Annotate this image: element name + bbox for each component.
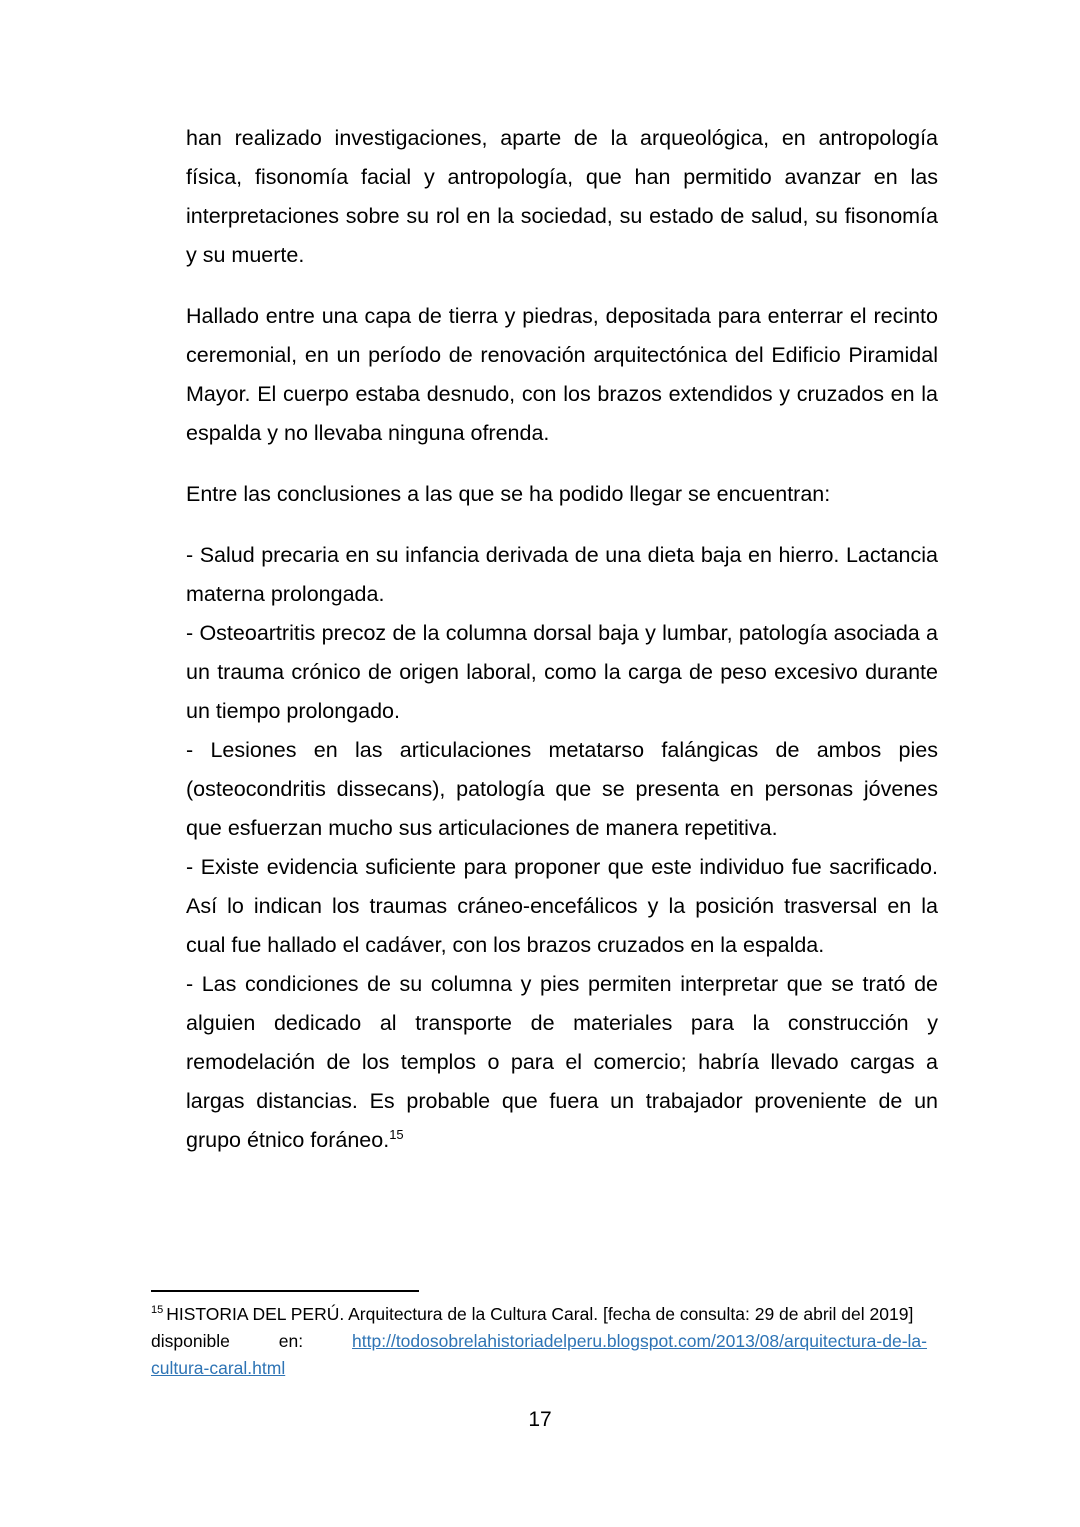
paragraph: han realizado investigaciones, aparte de la arqueológica, en antropología física, fisonomía facial y antropología, que han permitido avanzar en las interpretaciones sobre su rol en la sociedad, su estado de salud, su fisonomía y su muerte. <box>186 126 938 267</box>
footnote-link-continued[interactable]: cultura-caral.html <box>151 1358 286 1378</box>
footnote-link[interactable]: http://todosobrelahistoriadelperu.blogspot.com/2013/08/arquitectura-de-la- <box>352 1331 927 1351</box>
footnote-available-label: disponible <box>151 1331 230 1351</box>
paragraph: Entre las conclusiones a las que se ha podido llegar se encuentran: <box>186 482 831 506</box>
bullet-item: - Lesiones en las articulaciones metatarso falángicas de ambos pies (osteocondritis dissecans), patología que se presenta en personas jóvenes que esfuerzan mucho sus articulaciones de manera repetitiva. <box>186 738 938 840</box>
bullet-item: - Salud precaria en su infancia derivada de una dieta baja en hierro. Lactancia materna prolongada. <box>186 543 938 606</box>
footnote-marker: 15 <box>151 1304 164 1317</box>
footnote-available-label2: en: <box>278 1331 304 1351</box>
bullet-item: - Osteoartritis precoz de la columna dorsal baja y lumbar, patología asociada a un trauma crónico de origen laboral, como la carga de peso excesivo durante un tiempo prolongado. <box>186 621 938 723</box>
bullet-item <box>186 965 938 1160</box>
footnote-reference: 15 <box>389 1126 404 1142</box>
page-number: 17 <box>528 1408 552 1431</box>
footnote <box>151 1290 927 1382</box>
bullet-item-text: - Las condiciones de su columna y pies permiten interpretar que se trató de alguien dedicado al transporte de materiales para la construcción y remodelación de los templos o para el comercio; habría llevado cargas a largas distancias. Es probable que fuera un trabajador proveniente de un grupo étnico foráneo. <box>186 972 938 1152</box>
bullet-item: - Existe evidencia suficiente para proponer que este individuo fue sacrificado. Así lo indican los traumas cráneo-encefálicos y la posición trasversal en la cual fue hallado el cadáver, con los brazos cruzados en la espalda. <box>186 855 938 957</box>
footnote-link-line <box>151 1355 927 1382</box>
footnote-availability-line <box>151 1328 927 1355</box>
paragraph: Hallado entre una capa de tierra y piedras, depositada para enterrar el recinto ceremonial, en un período de renovación arquitectónica del Edificio Piramidal Mayor. El cuerpo estaba desnudo, con los brazos extendidos y cruzados en la espalda y no llevaba ninguna ofrenda. <box>186 304 938 445</box>
body-text <box>186 119 938 1160</box>
footnote-citation: HISTORIA DEL PERÚ. Arquitectura de la Cultura Caral. [fecha de consulta: 29 de abril del 2019] <box>166 1304 914 1324</box>
footnote-separator <box>151 1290 419 1292</box>
footnote-citation-line <box>151 1301 927 1328</box>
